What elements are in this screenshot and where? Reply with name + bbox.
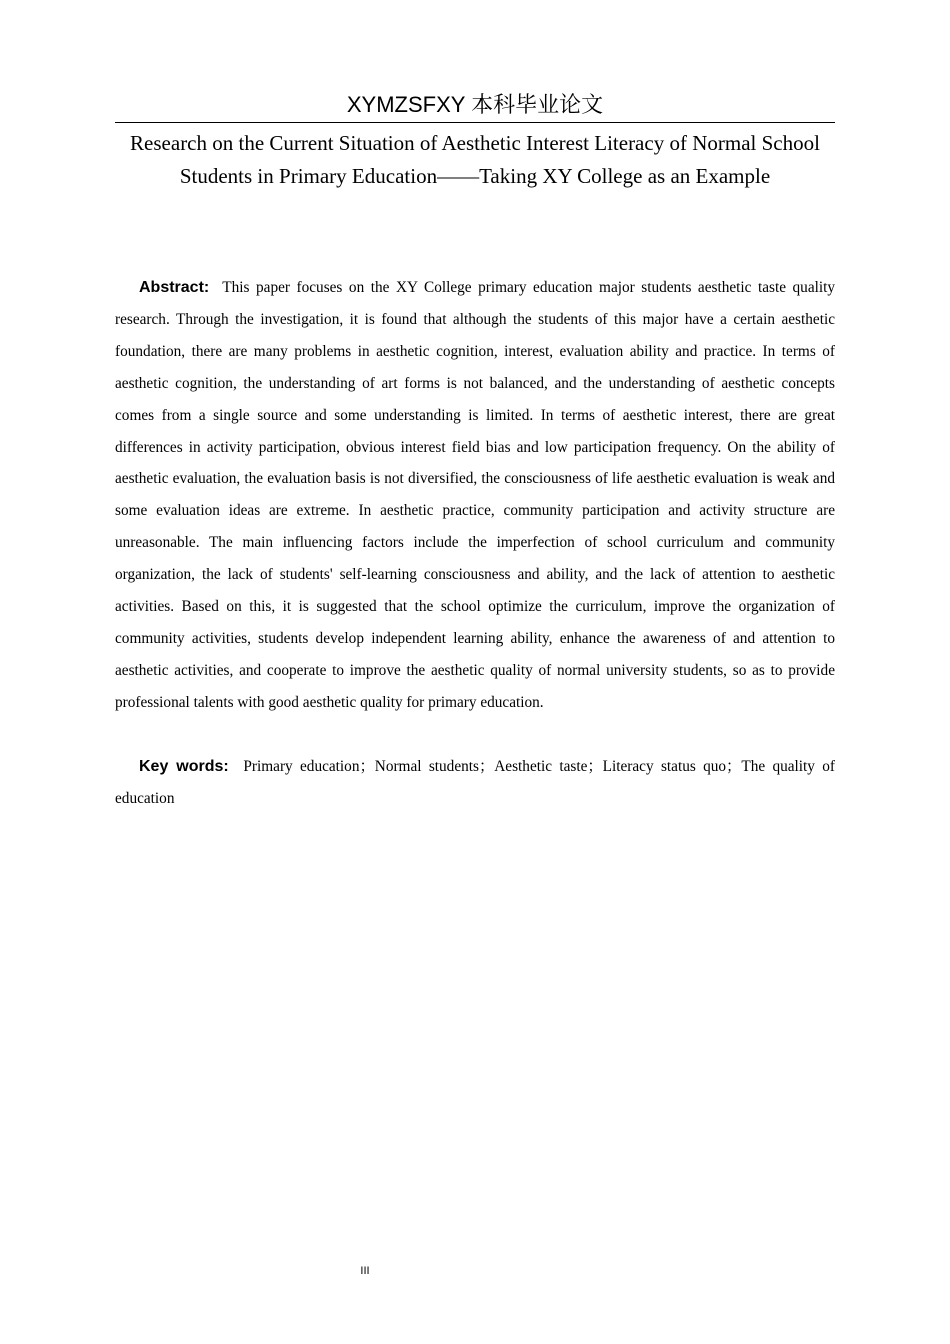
paper-title: Research on the Current Situation of Aesthetic Interest Literacy of Normal School Students in Primary Education——Taking XY College as an Example	[130, 131, 820, 188]
abstract-label: Abstract:	[139, 279, 210, 296]
keywords-label: Key words:	[139, 758, 229, 775]
keywords-text: Primary education；Normal students；Aesthetic taste；Literacy status quo；The quality of education	[115, 758, 836, 807]
header-divider	[115, 122, 835, 123]
abstract-text: This paper focuses on the XY College primary education major students aesthetic taste quality research. Through the investigation, it is found that although the students of this major have a certain aesthetic foundation, there are many problems in aesthetic cognition, interest, evaluation ability and practice. In terms of aesthetic cognition, the understanding of art forms is not balanced, and the understanding of aesthetic concepts comes from a single source and some understanding is limited. In terms of aesthetic interest, there are great differences in activity participation, obvious interest field bias and low participation frequency. On the ability of aesthetic evaluation, the evaluation basis is not diversified, the consciousness of life aesthetic evaluation is weak and some evaluation ideas are extreme. In aesthetic practice, community participation and activity structure are unreasonable. The main influencing factors include the imperfection of school curriculum and community organization, the lack of students' self-learning consciousness and ability, and the lack of attention to aesthetic activities. Based on this, it is suggested that the school optimize the curriculum, improve the organization of community activities, students develop independent learning ability, enhance the awareness of and attention to aesthetic activities, and cooperate to improve the aesthetic quality of normal university students, so as to provide professional talents with good aesthetic quality for primary education.	[115, 279, 836, 711]
abstract-paragraph	[115, 272, 835, 719]
page-number: III	[360, 1265, 370, 1277]
running-header: XYMZSFXY 本科毕业论文	[346, 92, 604, 117]
keywords-paragraph	[115, 751, 835, 814]
